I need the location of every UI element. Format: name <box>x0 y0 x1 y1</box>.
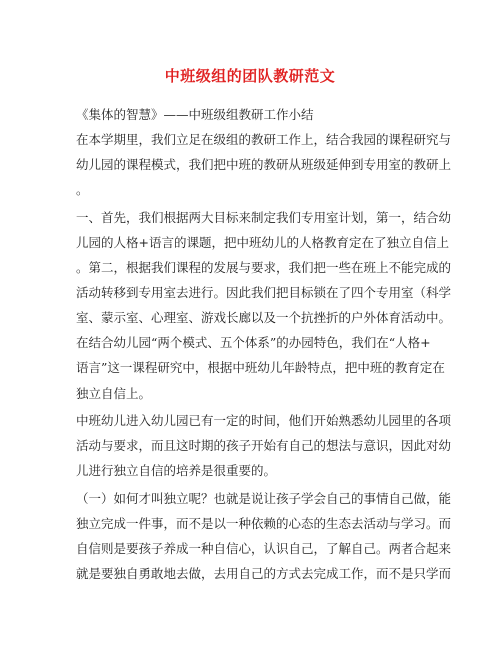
text-line: 就是要独自勇敢地去做，去用自己的方式去完成工作，而不是只学而 <box>76 566 452 581</box>
text-line: 在结合幼儿园“两个模式、五个体系”的办园特色，我们在“人格+ <box>76 335 431 350</box>
text-line: 自信则是要孩子养成一种自信心，认识自己，了解自己。两者合起来 <box>76 541 452 556</box>
text-line: 活动转移到专用室去进行。因此我们把目标锁在了四个专用室（科学 <box>76 285 452 300</box>
text-line: 儿进行独立自信的培养是很重要的。 <box>76 463 277 478</box>
text-line: 。 <box>76 182 89 197</box>
text-line: 一、首先，我们根据两大目标来制定我们专用室计划，第一，结合幼 <box>76 210 452 225</box>
text-line: 在本学期里，我们立足在级组的教研工作上，结合我园的课程研究与 <box>76 132 452 147</box>
text-line: 儿园的人格+语言的课题，把中班幼儿的人格教育定在了独立自信上 <box>76 235 449 250</box>
text-line: 独立自信上。 <box>76 386 152 401</box>
text-line: 中班幼儿进入幼儿园已有一定的时间，他们开始熟悉幼儿园里的各项 <box>76 413 452 428</box>
text-line: 《集体的智慧》——中班级组教研工作小结 <box>76 107 314 122</box>
text-line: 幼儿园的课程模式，我们把中班的教研从班级延伸到专用室的教研上 <box>76 157 452 172</box>
text-line: 活动与要求，而且这时期的孩子开始有自己的想法与意识，因此对幼 <box>76 438 452 453</box>
text-line: 。第二，根据我们课程的发展与要求，我们把一些在班上不能完成的 <box>76 260 452 275</box>
document-title: 中班级组的团队教研范文 <box>164 67 336 85</box>
text-line: 独立完成一件事，而不是以一种依赖的心态的生态去活动与学习。而 <box>76 516 452 531</box>
text-line: （一）如何才叫独立呢？也就是说让孩子学会自己的事情自己做，能 <box>76 491 452 506</box>
text-line: 室、蒙示室、心理室、游戏长廊以及一个抗挫折的户外体育活动中。 <box>76 310 452 325</box>
text-line: 语言”这一课程研究中，根据中班幼儿年龄特点，把中班的教育定在 <box>76 360 445 375</box>
